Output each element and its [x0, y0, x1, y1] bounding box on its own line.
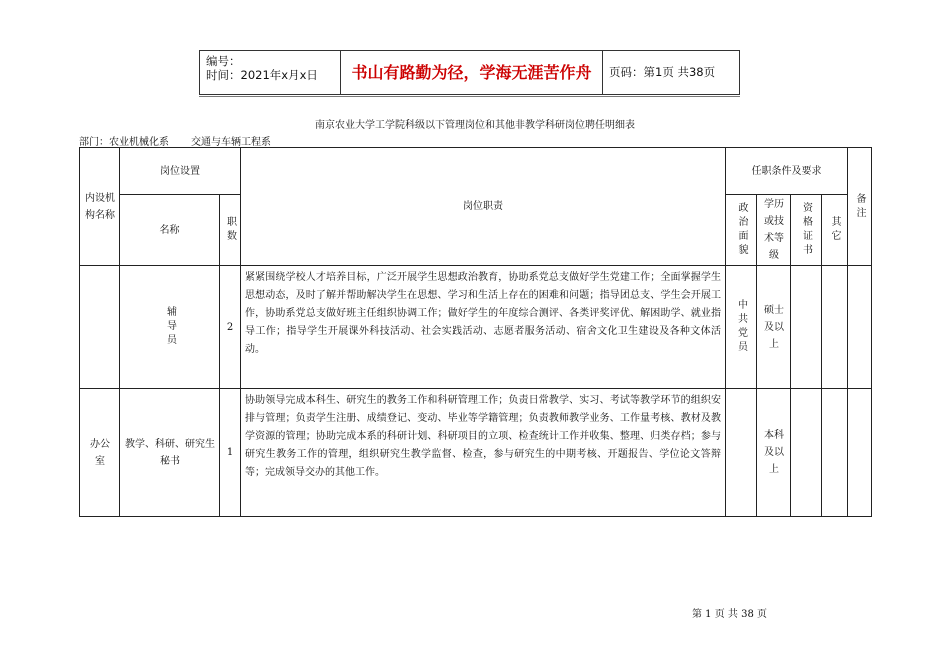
- header-cert: 资格证书: [800, 202, 812, 258]
- page-label: 页码：第1页 共38页: [603, 50, 740, 95]
- row1-political: 中共党员: [735, 299, 747, 355]
- document-header: [199, 50, 740, 95]
- positions-table: [79, 147, 872, 517]
- header-duty: 岗位职责: [463, 201, 503, 212]
- department-label-2: 交通与车辆工程系: [191, 137, 271, 148]
- header-unit: 内设机构名称: [85, 192, 115, 221]
- header-other: 其它: [829, 216, 840, 244]
- header-name: 名称: [159, 224, 180, 236]
- department-label: 部门：农业机械化系: [79, 137, 169, 148]
- row1-unit: [80, 266, 119, 388]
- row2-cert: [791, 389, 821, 516]
- page-title: 南京农业大学工学院科级以下管理岗位和其他非教学科研岗位聘任明细表: [315, 120, 635, 131]
- row2-unit: 办公室: [90, 438, 110, 467]
- row2-political: [726, 389, 756, 516]
- row1-count: 2: [226, 321, 234, 333]
- header-count: 职数: [224, 216, 236, 244]
- header-meta-cell: [199, 50, 341, 95]
- row1-education: 硕士及以上: [764, 304, 784, 350]
- number-label: 编号：: [206, 54, 241, 68]
- header-divider: [199, 96, 740, 97]
- department-line: [79, 133, 271, 148]
- row2-count: 1: [226, 447, 234, 458]
- date-label: 时间：2021年x月x日: [206, 68, 318, 82]
- row2-duty: 协助领导完成本科生、研究生的教务工作和科研管理工作；负责日常教学、实习、考试等教学环节的组织安排与管理；负责学生注册、成绩登记、变动、毕业等学籍管理；负责教师教学业务、工作量考核、教材及教学资源的管理；协助完成本系的科研计划、科研项目的立项、检查统计工作并收集、整理、归类存档；参与研究生教务工作的管理，组织研究生教学监督、检查，参与研究生的中期考核、开题报告、学位论文答辩等；完成领导交办的其他工作。: [245, 395, 721, 478]
- row1-cert: [791, 266, 821, 388]
- row1-other: [822, 266, 847, 388]
- row2-name: 教学、科研、研究生秘书: [125, 438, 215, 467]
- header-education: 学历或技术等级: [764, 199, 784, 261]
- header-position-setting: 岗位设置: [160, 165, 200, 177]
- row1-duty: 紧紧围绕学校人才培养目标，广泛开展学生思想政治教育，协助系党总支做好学生党建工作；全面掌握学生思想动态，及时了解并帮助解决学生在思想、学习和生活上存在的困难和问题；指导团总支、学生会开展工作，协助系党总支做好班主任组织协调工作；做好学生的年度综合测评、各类评奖评优、解困助学、就业指导工作；指导学生开展课外科技活动、社会实践活动、志愿者服务活动、宿舍文化卫生建设及各种文体活动。: [245, 272, 721, 355]
- row1-note: [848, 266, 871, 388]
- header-note: 备注: [854, 192, 865, 221]
- row2-note: [848, 389, 871, 516]
- page-footer: 第 1 页 共 38 页: [692, 609, 767, 620]
- row2-other: [822, 389, 847, 516]
- row2-education: 本科及以上: [764, 430, 784, 475]
- header-political: 政治面貌: [736, 202, 747, 258]
- motto: 书山有路勤为径，学海无涯苦作舟: [341, 50, 603, 95]
- row1-name: 辅导员: [164, 306, 176, 348]
- header-requirements: 任职条件及要求: [751, 165, 822, 177]
